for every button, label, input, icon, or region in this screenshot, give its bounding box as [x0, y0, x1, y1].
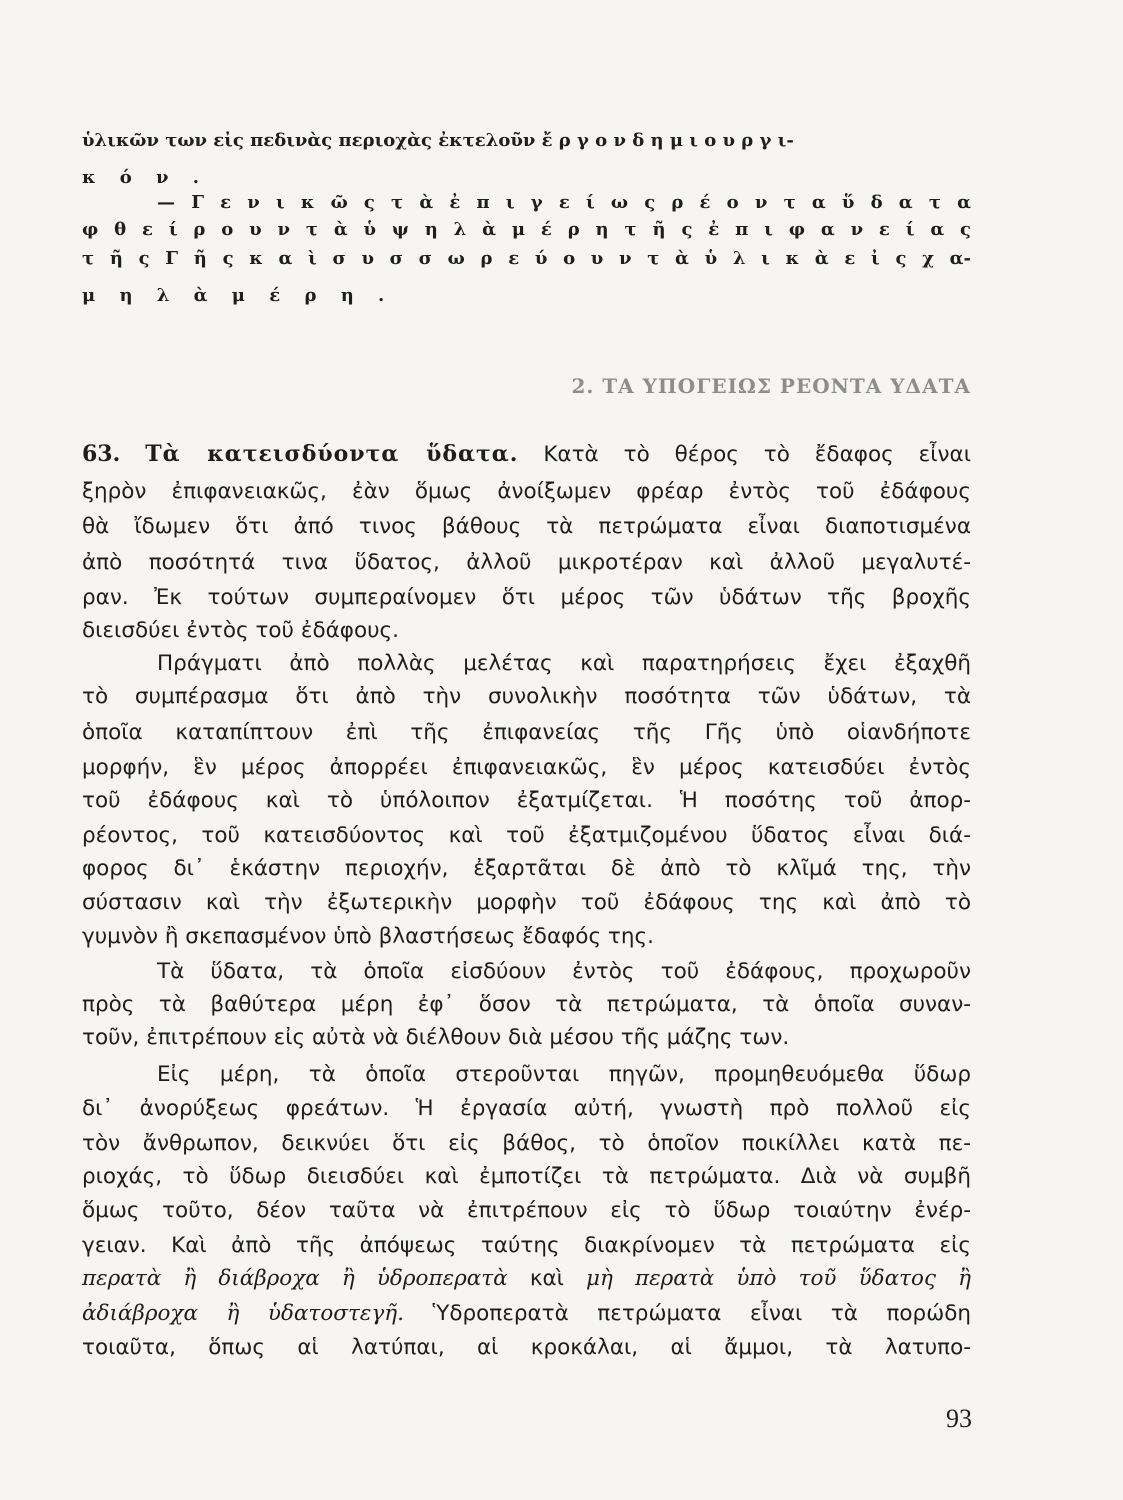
text-line: φ θ ε ί ρ ο υ ν τ ὰ ὑ ψ η λ ὰ μ έ ρ η τ ῆ ς ἐ π ι φ α ν ε ί α ς — [82, 219, 971, 240]
text-line: θὰ ἴδωμεν ὅτι ἀπό τινος βάθους τὰ πετρώματα εἶναι διαποτισμένα — [82, 514, 971, 539]
text-line-mixed — [82, 1297, 971, 1331]
text-line: τοιαῦτα, ὅπως αἱ λατύπαι, αἱ κροκάλαι, αἱ ἄμμοι, τὰ λατυπο- — [82, 1335, 971, 1360]
text-line: ἀπὸ ποσότητά τινα ὕδατος, ἀλλοῦ μικροτέραν καὶ ἀλλοῦ μεγαλυτέ- — [82, 550, 971, 575]
text-line: ὁποῖα καταπίπτουν ἐπὶ τῆς ἐπιφανείας τῆς Γῆς ὑπὸ οἱανδήποτε — [82, 720, 971, 745]
text-line: τοῦν, ἐπιτρέπουν εἰς αὐτὰ νὰ διέλθουν διὰ μέσου τῆς μάζης των. — [82, 1025, 790, 1050]
text-line: φορος δι᾽ ἑκάστην περιοχήν, ἐξαρτᾶται δὲ ἀπὸ τὸ κλῖμά της, τὴν — [82, 856, 971, 881]
section-title: 2. ΤΑ ΥΠΟΓΕΙΩΣ ΡΕΟΝΤΑ ΥΔΑΤΑ — [571, 374, 971, 398]
text-line: τ ῆ ς Γ ῆ ς κ α ὶ σ υ σ σ ω ρ ε ύ ο υ ν τ ὰ ὑ λ ι κ ὰ ε ἰ ς χ α- — [82, 248, 971, 269]
italic-text: ἀδιάβροχα ἢ ὑδατοστεγῆ. — [82, 1301, 404, 1326]
text-line: τὸν ἄνθρωπον, δεικνύει ὅτι εἰς βάθος, τὸ ὁποῖον ποικίλλει κατὰ πε- — [82, 1131, 971, 1156]
text-line: γειαν. Καὶ ἀπὸ τῆς ἀπόψεως ταύτης διακρίνομεν τὰ πετρώματα εἰς — [82, 1233, 971, 1258]
text-span: Κατὰ τὸ θέρος τὸ ἔδαφος εἶναι — [543, 442, 971, 467]
paragraph-number: 63. — [82, 441, 121, 467]
text-line: πρὸς τὰ βαθύτερα μέρη ἐφ᾽ ὅσον τὰ πετρώματα, τὰ ὁποῖα συναν- — [82, 992, 971, 1017]
page-number: 93 — [946, 1404, 972, 1433]
paragraph-heading-line — [82, 437, 971, 471]
text-line: ρέοντος, τοῦ κατεισδύοντος καὶ τοῦ ἐξατμιζομένου ὕδατος εἶναι διά- — [82, 823, 971, 848]
text-line: Εἰς μέρη, τὰ ὁποῖα στεροῦνται πηγῶν, προμηθευόμεθα ὕδωρ — [157, 1062, 971, 1087]
text-line: Πράγματι ἀπὸ πολλὰς μελέτας καὶ παρατηρήσεις ἔχει ἐξαχθῆ — [157, 651, 971, 676]
text-line: τὸ συμπέρασμα ὅτι ἀπὸ τὴν συνολικὴν ποσότητα τῶν ὑδάτων, τὰ — [82, 684, 971, 709]
italic-text: περατὰ ἢ διάβροχα ἢ ὑδροπερατὰ — [82, 1266, 508, 1291]
text-line: μορφήν, ἓν μέρος ἀπορρέει ἐπιφανειακῶς, ἓν μέρος κατεισδύει ἐντὸς — [82, 755, 971, 780]
text-line: ριοχάς, τὸ ὕδωρ διεισδύει καὶ ἐμποτίζει τὰ πετρώματα. Διὰ νὰ συμβῆ — [82, 1164, 971, 1189]
text-line: κ ό ν . — [82, 167, 209, 188]
text-line: ὅμως τοῦτο, δέον ταῦτα νὰ ἐπιτρέπουν εἰς τὸ ὕδωρ τοιαύτην ἐνέρ- — [82, 1198, 971, 1223]
text-line: μ η λ ὰ μ έ ρ η . — [82, 285, 394, 306]
text-line: δι᾽ ἀνορύξεως φρεάτων. Ἡ ἐργασία αὐτή, γνωστὴ πρὸ πολλοῦ εἰς — [82, 1096, 971, 1121]
text-line-mixed — [82, 1262, 971, 1296]
text-line: σύστασιν καὶ τὴν ἐξωτερικὴν μορφὴν τοῦ ἐδάφους της καὶ ἀπὸ τὸ — [82, 890, 971, 915]
text-line: Τὰ ὕδατα, τὰ ὁποῖα εἰσδύουν ἐντὸς τοῦ ἐδάφους, προχωροῦν — [157, 959, 971, 984]
text-line: — Γ ε ν ι κ ῶ ς τ ὰ ἐ π ι γ ε ί ω ς ρ έ ο ν τ α ὕ δ α τ α — [157, 192, 971, 213]
text-span: καὶ — [529, 1266, 564, 1291]
text-line: ραν. Ἐκ τούτων συμπεραίνομεν ὅτι μέρος τῶν ὑδάτων τῆς βροχῆς — [82, 585, 971, 610]
paragraph-term: Τὰ κατεισδύοντα ὕδατα. — [145, 441, 519, 467]
text-span: Ὑδροπερατὰ πετρώματα εἶναι τὰ πορώδη — [432, 1301, 971, 1326]
text-line: ὑλικῶν των εἰς πεδινὰς περιοχὰς ἐκτελοῦν ἔ ρ γ ο ν δ η μ ι ο υ ρ γ ι- — [82, 130, 794, 151]
italic-text: μὴ περατὰ ὑπὸ τοῦ ὕδατος ἢ — [586, 1266, 971, 1291]
text-line: διεισδύει ἐντὸς τοῦ ἐδάφους. — [82, 618, 400, 643]
text-line: τοῦ ἐδάφους καὶ τὸ ὑπόλοιπον ἐξατμίζεται. Ἡ ποσότης τοῦ ἀπορ- — [82, 788, 971, 813]
text-line: ξηρὸν ἐπιφανειακῶς, ἐὰν ὅμως ἀνοίξωμεν φρέαρ ἐντὸς τοῦ ἐδάφους — [82, 479, 971, 504]
text-line: γυμνὸν ἢ σκεπασμένον ὑπὸ βλαστήσεως ἔδαφός της. — [82, 924, 654, 949]
